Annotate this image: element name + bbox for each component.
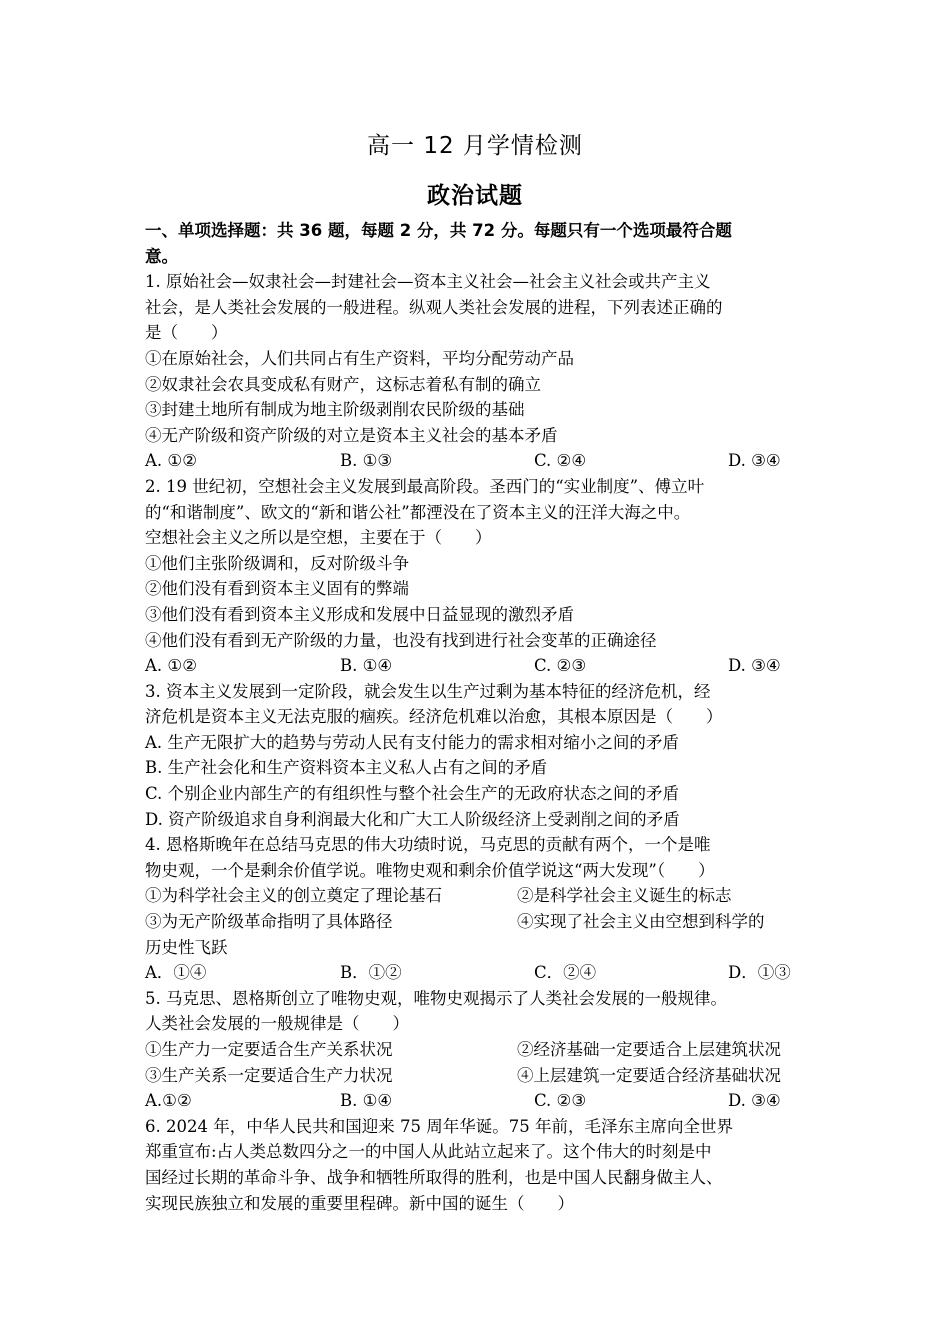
q4-item: ①为科学社会主义的创立奠定了理论基石 (145, 886, 442, 906)
q4-stem: 4. 恩格斯晚年在总结马克思的伟大功绩时说，马克思的贡献有两个，一个是唯 (145, 835, 711, 855)
q3-option-a[interactable]: A. 生产无限扩大的趋势与劳动人民有支付能力的需求相对缩小之间的矛盾 (145, 732, 679, 752)
q5-items-row (145, 1037, 815, 1063)
q6-stem: 国经过长期的革命斗争、战争和牺牲所取得的胜利，也是中国人民翻身做主人、 (145, 1167, 723, 1187)
q1-option-a[interactable]: A. ①② (145, 451, 197, 471)
q5-option-d[interactable]: D. ③④ (728, 1091, 781, 1111)
q5-items-row (145, 1063, 815, 1089)
q1-options (145, 448, 815, 474)
q4-stem: 物史观，一个是剩余价值学说。唯物史观和剩余价值学说这“两大发现”（ ） (145, 860, 715, 880)
q2-option-c[interactable]: C. ②③ (534, 656, 587, 676)
q1-item: ①在原始社会，人们共同占有生产资料，平均分配劳动产品 (145, 348, 574, 368)
q1-option-c[interactable]: C. ②④ (534, 451, 587, 471)
q5-option-c[interactable]: C. ②③ (534, 1091, 587, 1111)
exam-title: 高一 12 月学情检测 (367, 133, 583, 159)
q1-stem: 是（ ） (145, 323, 228, 343)
q4-item-cont: 历史性飞跃 (145, 937, 228, 957)
q1-option-d[interactable]: D. ③④ (728, 451, 781, 471)
q6-stem: 6. 2024 年，中华人民共和国迎来 75 周年华诞。75 年前，毛泽东主席向全世界 (145, 1116, 733, 1136)
q2-item: ③他们没有看到资本主义形成和发展中日益显现的激烈矛盾 (145, 604, 574, 624)
q1-option-b[interactable]: B. ①③ (340, 451, 393, 471)
q2-item: ④他们没有看到无产阶级的力量，也没有找到进行社会变革的正确途径 (145, 630, 657, 650)
q4-item: ③为无产阶级革命指明了具体路径 (145, 912, 393, 932)
q1-item: ③封建土地所有制成为地主阶级剥削农民阶级的基础 (145, 400, 525, 420)
q4-option-d[interactable]: D．①③ (728, 963, 791, 983)
q1-stem: 社会，是人类社会发展的一般进程。纵观人类社会发展的进程，下列表述正确的 (145, 297, 723, 317)
q5-option-a[interactable]: A.①② (145, 1091, 192, 1111)
q3-option-b[interactable]: B. 生产社会化和生产资料资本主义私人占有之间的矛盾 (145, 758, 548, 778)
q5-item: ④上层建筑一定要适合经济基础状况 (517, 1065, 781, 1085)
q4-item: ④实现了社会主义由空想到科学的 (517, 912, 765, 932)
q2-option-d[interactable]: D. ③④ (728, 656, 781, 676)
q2-stem: 2. 19 世纪初，空想社会主义发展到最高阶段。圣西门的“实业制度”、傅立叶 (145, 476, 705, 496)
q2-item: ②他们没有看到资本主义固有的弊端 (145, 579, 409, 599)
q5-stem: 5. 马克思、恩格斯创立了唯物史观，唯物史观揭示了人类社会发展的一般规律。 (145, 988, 727, 1008)
q1-item: ④无产阶级和资产阶级的对立是资本主义社会的基本矛盾 (145, 425, 558, 445)
exam-subtitle: 政治试题 (427, 183, 523, 209)
q3-stem: 3. 资本主义发展到一定阶段，就会发生以生产过剩为基本特征的经济危机，经 (145, 681, 711, 701)
q2-stem: 空想社会主义之所以是空想，主要在于（ ） (145, 528, 492, 548)
section-heading: 一、单项选择题：共 36 题，每题 2 分，共 72 分。每题只有一个选项最符合题 (145, 221, 732, 240)
q6-stem: 郑重宣布:占人类总数四分之一的中国人从此站立起来了。这个伟大的时刻是中 (145, 1142, 712, 1162)
q2-option-a[interactable]: A. ①② (145, 656, 197, 676)
q4-items-row (145, 883, 815, 909)
q5-options (145, 1088, 815, 1114)
q1-item: ②奴隶社会农具变成私有财产，这标志着私有制的确立 (145, 374, 541, 394)
q1-stem: 1. 原始社会—奴隶社会—封建社会—资本主义社会—社会主义社会或共产主义 (145, 272, 711, 292)
exam-content (145, 218, 815, 1216)
q4-option-a[interactable]: A．①④ (145, 963, 207, 983)
q4-items-row (145, 909, 815, 935)
q2-options (145, 653, 815, 679)
q2-stem: 的“和谐制度”、欧文的“新和谐公社”都湮没在了资本主义的汪洋大海之中。 (145, 502, 691, 522)
q3-option-d[interactable]: D. 资产阶级追求自身利润最大化和广大工人阶级经济上受剥削之间的矛盾 (145, 809, 680, 829)
q4-option-b[interactable]: B．①② (340, 963, 402, 983)
q6-stem: 实现民族独立和发展的重要里程碑。新中国的诞生（ ） (145, 1193, 574, 1213)
q2-option-b[interactable]: B. ①④ (340, 656, 393, 676)
q5-item: ①生产力一定要适合生产关系状况 (145, 1040, 393, 1059)
q2-item: ①他们主张阶级调和，反对阶级斗争 (145, 553, 409, 573)
q4-item: ②是科学社会主义诞生的标志 (517, 886, 732, 906)
q5-item: ③生产关系一定要适合生产力状况 (145, 1065, 393, 1085)
q5-option-b[interactable]: B. ①④ (340, 1091, 393, 1111)
section-heading-cont: 意。 (145, 246, 178, 266)
q5-item: ②经济基础一定要适合上层建筑状况 (517, 1040, 781, 1059)
q4-option-c[interactable]: C．②④ (534, 963, 597, 983)
q5-stem: 人类社会发展的一般规律是（ ） (145, 1014, 409, 1034)
q3-option-c[interactable]: C. 个别企业内部生产的有组织性与整个社会生产的无政府状态之间的矛盾 (145, 784, 680, 804)
q3-stem: 济危机是资本主义无法克服的痼疾。经济危机难以治愈，其根本原因是（ ） (145, 707, 723, 727)
q4-options (145, 960, 815, 986)
